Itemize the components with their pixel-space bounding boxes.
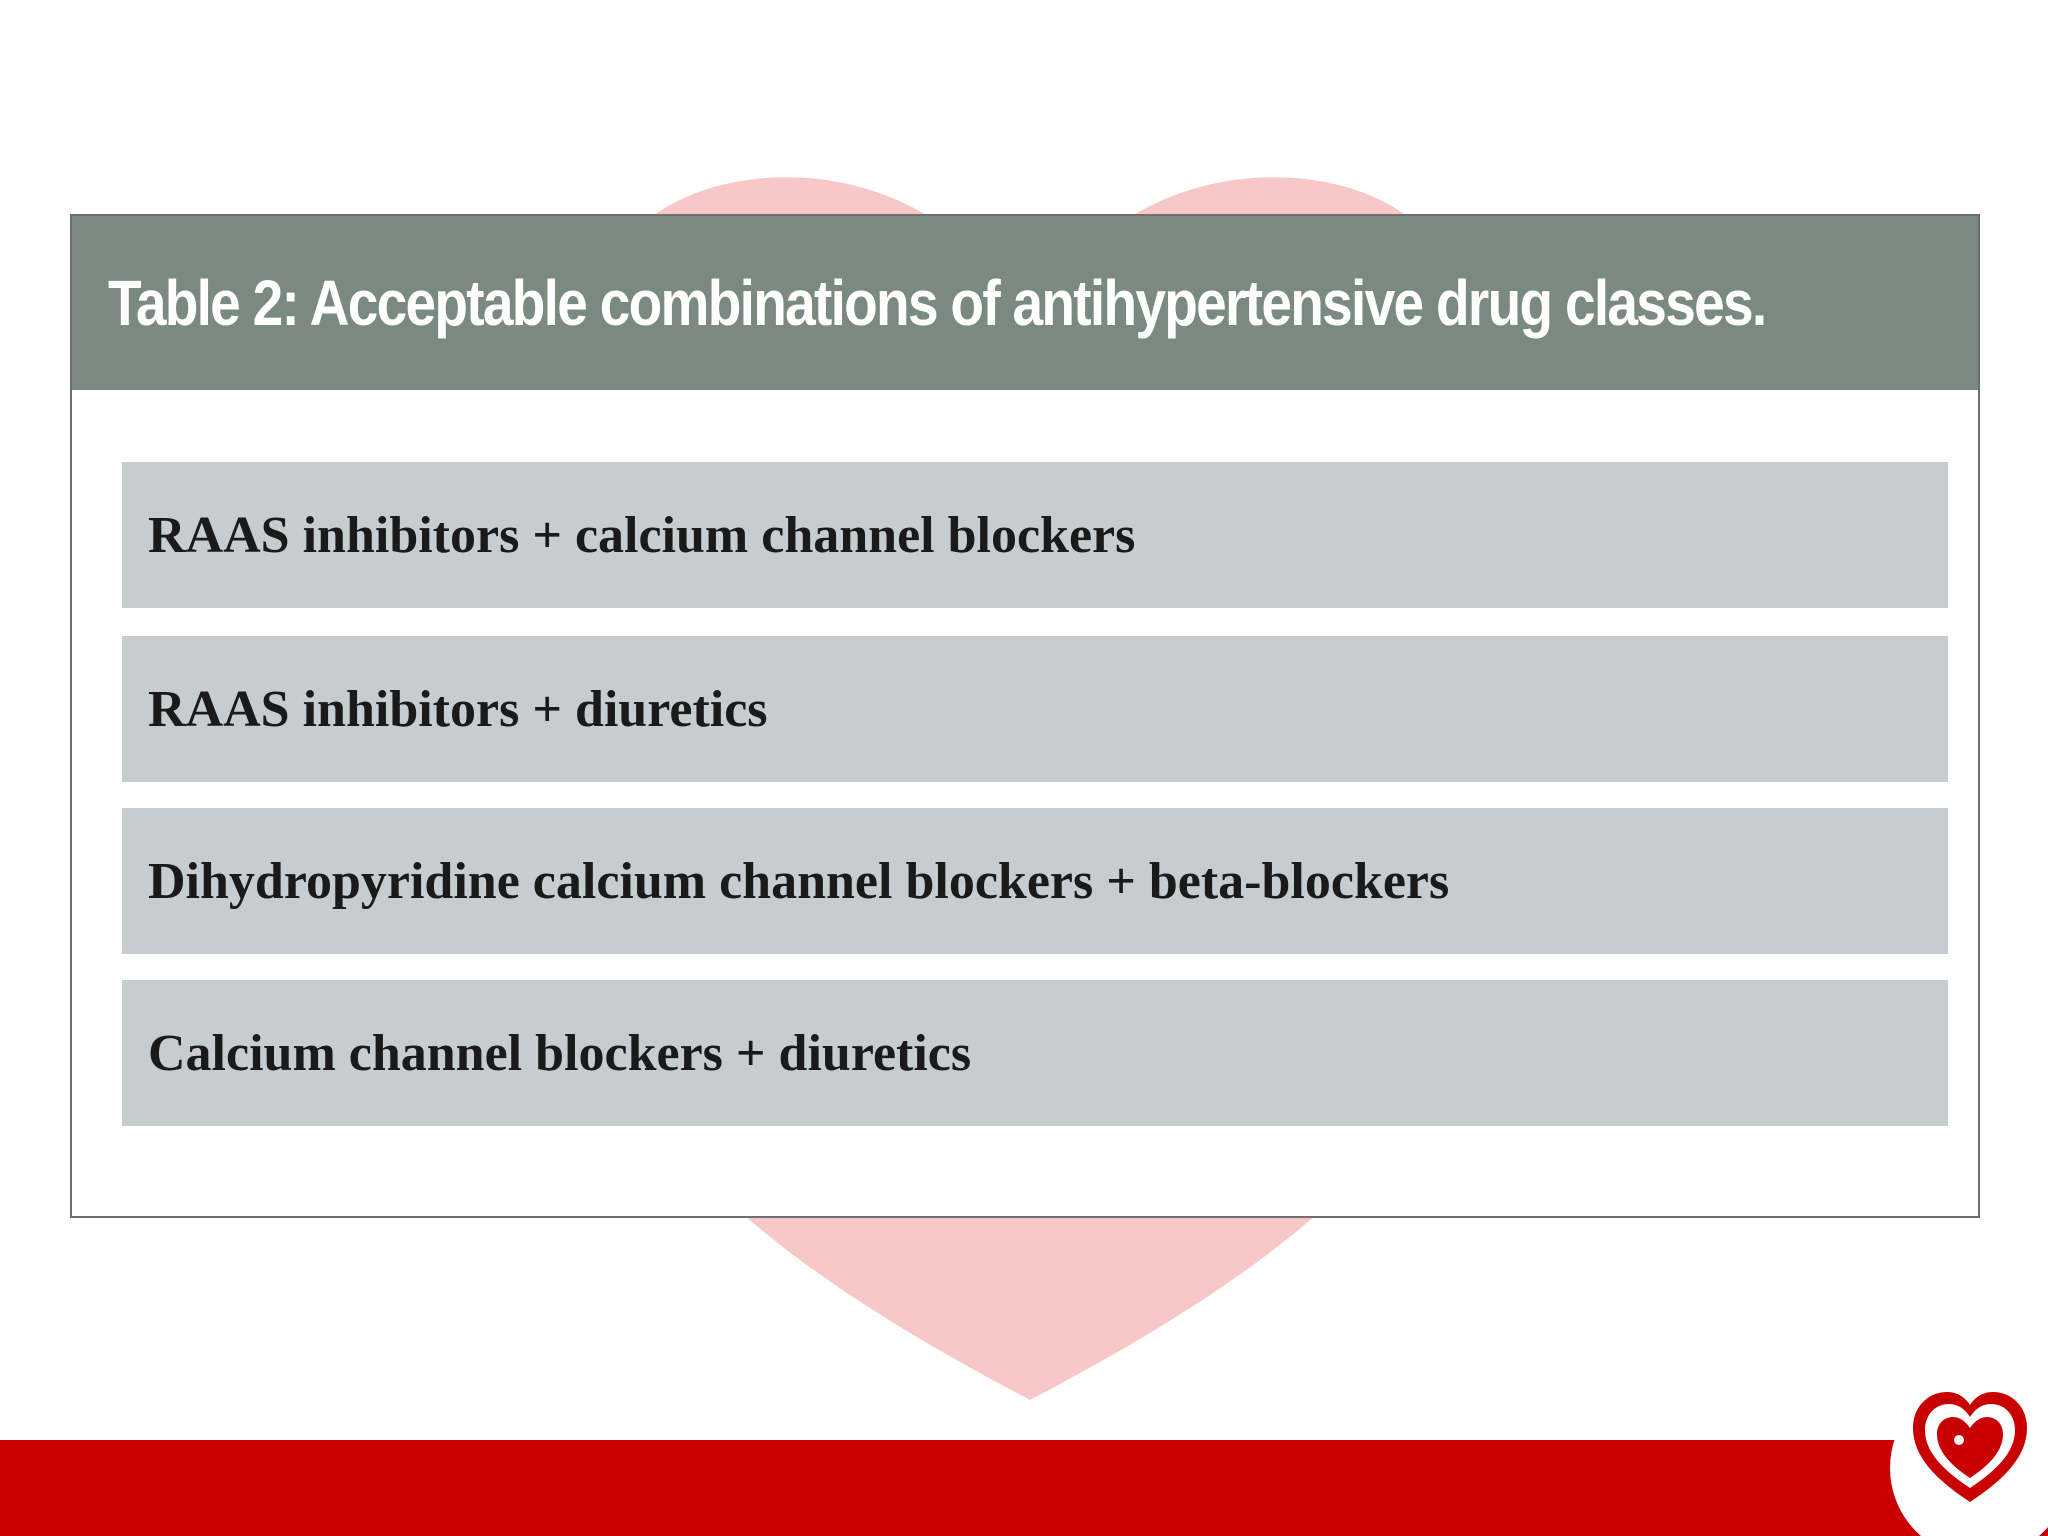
- row-text: Calcium channel blockers + diuretics: [148, 1024, 972, 1082]
- row-text: Dihydropyridine calcium channel blockers + beta-blockers: [148, 852, 1450, 910]
- row-text: RAAS inhibitors + calcium channel blockers: [148, 506, 1136, 564]
- table-row: [122, 980, 1948, 1126]
- table-row: [122, 462, 1948, 608]
- table-row: [122, 808, 1948, 954]
- heart-logo-icon: [1905, 1384, 2035, 1514]
- row-text: RAAS inhibitors + diuretics: [148, 680, 768, 738]
- table-title: Table 2: Acceptable combinations of antihypertensive drug classes.: [108, 267, 1766, 339]
- table-row: [122, 636, 1948, 782]
- table-header: [72, 216, 1978, 390]
- table-card: [70, 214, 1980, 1218]
- footer-bar: [0, 1440, 2048, 1536]
